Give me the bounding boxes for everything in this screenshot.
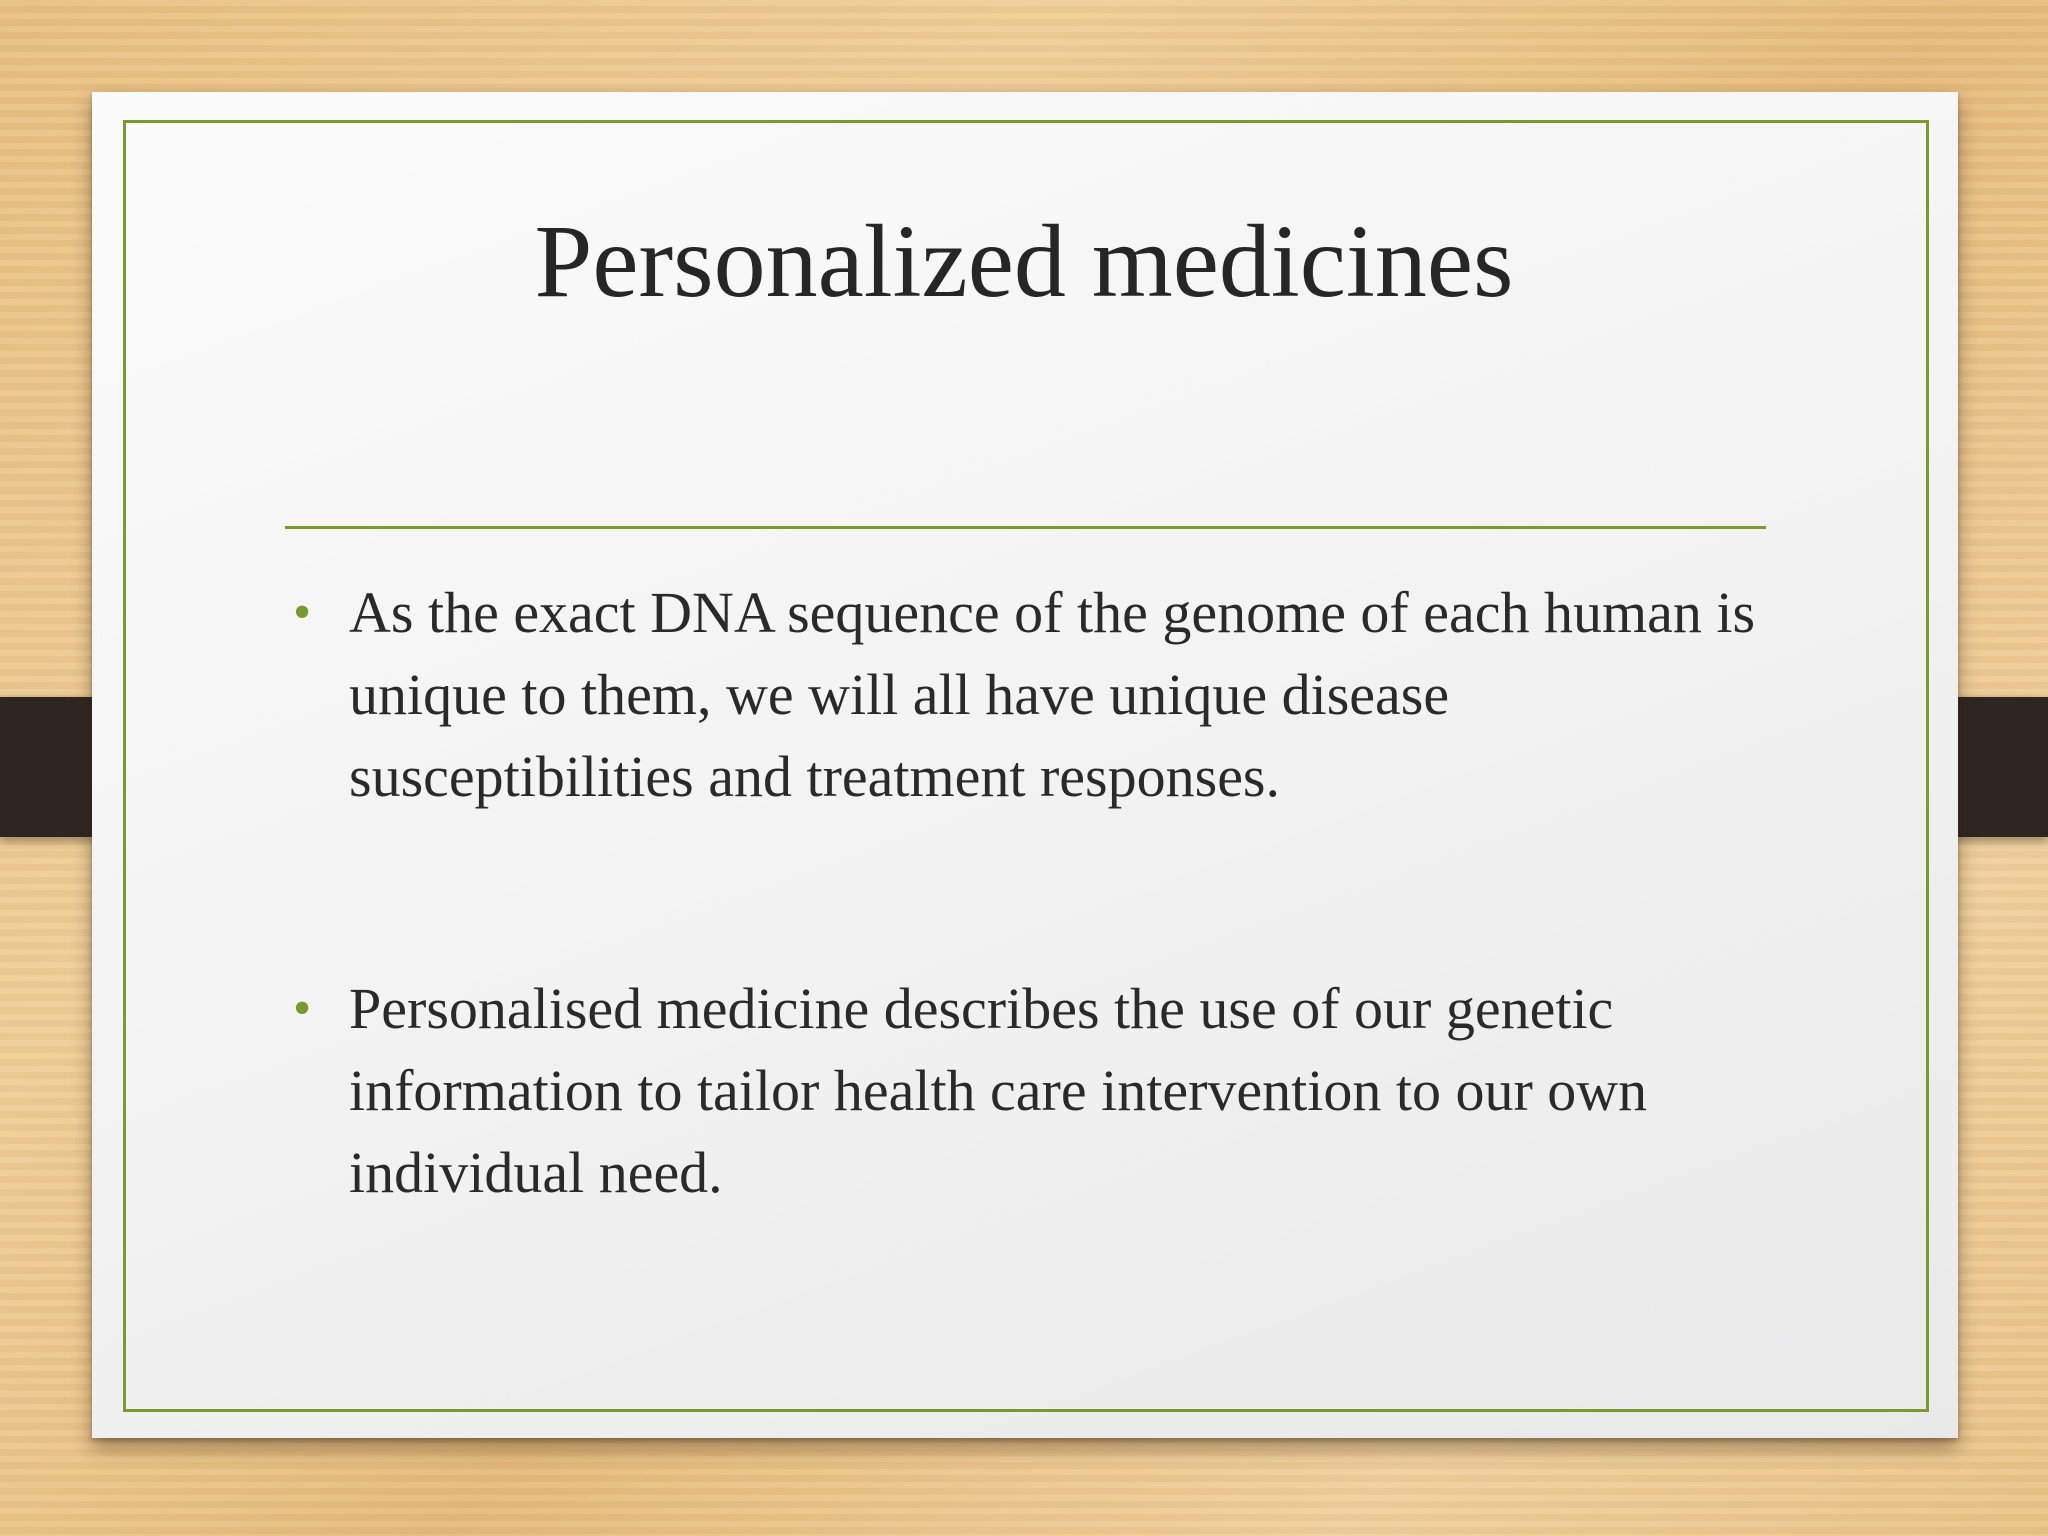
bullet-item <box>285 968 1765 1214</box>
bullet-text: Personalised medicine describes the use of our genetic information to tailor health care intervention to our own individual need. <box>349 976 1648 1205</box>
bullet-text: As the exact DNA sequence of the genome of each human is unique to them, we will all have unique disease susceptibilities and treatment responses. <box>349 580 1756 809</box>
slide-title: Personalized medicines <box>534 204 1514 319</box>
bullet-dot-icon: • <box>293 584 312 641</box>
title-divider <box>285 526 1766 529</box>
bullet-dot-icon: • <box>293 980 312 1037</box>
bullet-item <box>285 572 1765 818</box>
bullet-list <box>285 572 1765 1214</box>
